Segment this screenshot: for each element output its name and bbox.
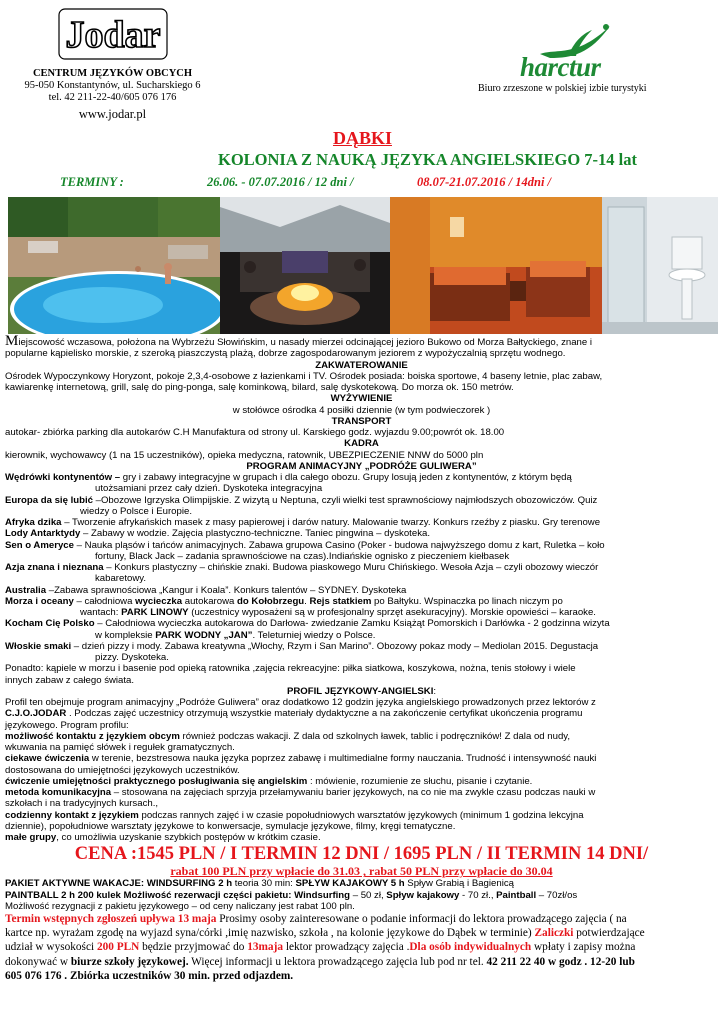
- closing-text: lektor prowadzący zajęcia .: [283, 941, 410, 954]
- terms-label: TERMINY :: [60, 175, 124, 189]
- kadra-heading: KADRA: [344, 438, 379, 450]
- profil-text: , co umożliwia uzyskanie szybkich postępów w krótkim czasie.: [56, 832, 321, 843]
- program-item: [5, 495, 718, 506]
- program-item-bold: Rejs statkiem: [309, 595, 372, 607]
- program-item: [5, 618, 718, 629]
- program-item-text: wiedzy o Polsce i Europie.: [80, 505, 192, 517]
- program-item: [5, 517, 718, 528]
- profil-line: [5, 776, 718, 787]
- profil-bold: codzienny kontakt z językiem: [5, 809, 139, 821]
- jodar-logo: [58, 8, 168, 60]
- closing-text: kartce np. wyrażam zgodę na wyjazd syna/córki ,imię nazwisko, szkoła , na kolonie językowe do Dąbek w terminie): [5, 927, 535, 940]
- jodar-logo-text: Jodar: [65, 14, 161, 56]
- intro-paragraph: [5, 333, 718, 349]
- closing-line: [5, 955, 718, 969]
- closing-text: dokonywać w: [5, 955, 71, 968]
- program-item: [5, 472, 718, 483]
- extras-bold: Paintball: [496, 889, 537, 901]
- program-item-title: Afryka dzika: [5, 517, 62, 528]
- program-item-text: gry i zabawy integracyjne w grupach i dla całego obozu. Grupy losują jeden z kontynentów, z którym będą: [120, 472, 572, 483]
- program-item-title: Lody Antarktydy: [5, 528, 81, 540]
- bathroom-photo: [602, 197, 718, 334]
- program-item-text: fortuny, Black Jack – zadania sprawnościowe na czas).Indiańskie ognisko z pieczeniem kiełbasek: [95, 550, 510, 562]
- partner-note: Biuro zrzeszone w polskiej izbie turystyki: [478, 83, 647, 94]
- closing-text: będzie przyjmować do: [139, 941, 248, 954]
- profil-line: [5, 810, 718, 821]
- extras-text: – 50 zł,: [350, 889, 387, 901]
- extras-bold: SPŁYW KAJAKOWY 5 h: [295, 878, 405, 890]
- transport-heading: TRANSPORT: [331, 415, 392, 427]
- program-item-bold: do Kołobrzegu: [237, 595, 305, 607]
- zakwaterowanie-line: Ośrodek Wypoczynkowy Horyzont, pokoje 2,3,4-osobowe z łazienkami i TV. Ośrodek posiada: boiska sportowe, 4 baseny letnie, plac zabaw,: [5, 370, 603, 382]
- closing-bold: 42 211 22 40 w godz . 12-20 lub: [486, 955, 635, 968]
- ponadto-line: innych zabaw z całego świata.: [5, 674, 135, 686]
- program-heading: PROGRAM ANIMACYJNY „PODRÓŻE GULIWERA”: [246, 460, 477, 472]
- closing-red: 200 PLN: [96, 941, 140, 954]
- program-item: [5, 641, 718, 652]
- profil-line: [5, 832, 718, 843]
- profil-line: dostosowana do umiejętności językowych uczestników.: [5, 764, 240, 776]
- center-address: 95-050 Konstantynów, ul. Sucharskiego 6: [24, 80, 201, 91]
- profil-line: językowego. Program profilu:: [5, 719, 129, 731]
- program-item-text: – Nauka pląsów i tańców animacyjnych. Zabawa grupowa Casino (Poker - budowa najwyższego domu z kart, Ruletka – koło: [73, 539, 605, 551]
- program-item-text: (uczestnicy wyposażeni są w profesjonalny sprzęt asekuracyjny). Morskie opowieści – karaoke.: [188, 607, 596, 618]
- wyzywienie-heading: WYŻYWIENIE: [330, 393, 393, 405]
- extras-text: teoria 30 min:: [232, 878, 296, 890]
- program-item-text: wantach:: [80, 607, 122, 618]
- closing-line: 605 076 176 . Zbiórka uczestników 30 min. przed odjazdem.: [5, 969, 294, 982]
- profil-bold: ciekawe ćwiczenia: [5, 753, 90, 765]
- program-item-text: autokarowa: [182, 595, 238, 607]
- closing-text: udział w wysokości: [5, 941, 97, 954]
- campfire-photo: [220, 197, 390, 334]
- extras-line: [5, 878, 718, 889]
- extras-bold: Spływ kajakowy: [386, 889, 460, 901]
- program-item-text: – dzień pizzy i mody. Zabawa kreatywna „Włochy, Rzym i San Marino”. Obozowy pokaz mody – Mediolan 2015. Degustacja: [71, 640, 599, 652]
- term-1: 26.06. - 07.07.2016 / 12 dni /: [207, 175, 354, 189]
- program-item: [5, 540, 718, 551]
- profil-heading-text: PROFIL JĘZYKOWY-ANGIELSKI: [286, 685, 434, 697]
- intro-initial: M: [5, 333, 19, 349]
- zakwaterowanie-heading: ZAKWATEROWANIE: [315, 359, 408, 371]
- intro-line: popularne kąpielisko morskie, z szeroką piaszczystą plażą, dobrze zagospodarowanym jeziorem z wypożyczalnią sprzętu wodnego.: [5, 348, 566, 360]
- program-item-bold: wycieczka: [135, 595, 183, 607]
- profil-line: wkuwania na pamięć słówek i regułek gramatycznych.: [5, 742, 235, 753]
- extras-text: Spływ Grabią i Bagienicą: [404, 878, 514, 890]
- zakwaterowanie-line: kawiarenkę internetową, grill, salę do ping-ponga, salę kominkową, bilard, salę dyskotekową. Do morza ok. 150 metrów.: [5, 382, 514, 393]
- profil-text: również podczas wakacji. Z dala od szkolnych ławek, tablic i podręczników! Z dala od nudy,: [179, 730, 571, 742]
- program-item-text: – Całodniowa wycieczka autokarowa do Darłowa- zwiedzanie Zamku Książąt Pomorskich i Darłówka - 2 godzinna wizyta: [94, 618, 610, 630]
- closing-text: wpłaty i zapisy można: [531, 941, 636, 954]
- wyzywienie-line: w stołówce ośrodka 4 posiłki dziennie (w tym podwieczorek ): [232, 404, 491, 416]
- profil-bold: metoda komunikacyjna: [5, 787, 112, 798]
- program-item-title: Morza i oceany: [5, 595, 74, 607]
- closing-bold: biurze szkoły językowej.: [70, 955, 189, 968]
- program-item-text: po Bałtyku. Wspinaczka po linach niczym po: [371, 595, 563, 607]
- page-body: [5, 333, 718, 983]
- closing-red: 13maja: [247, 941, 283, 954]
- profil-bold: małe grupy: [5, 832, 57, 843]
- profil-line: [5, 787, 718, 798]
- profil-line: szkołach i na tradycyjnych kursach.,: [5, 798, 159, 810]
- program-item: [5, 562, 718, 573]
- closing-line: [5, 940, 718, 954]
- program-item-text: kabaretowy.: [95, 573, 147, 585]
- center-name: CENTRUM JĘZYKÓW OBCYCH: [32, 68, 193, 79]
- program-item-title: Azja znana i nieznana: [5, 562, 104, 573]
- program-item-title: Sen o Ameryce: [5, 539, 74, 551]
- program-item-text: . Teleturniej wiedzy o Polsce.: [252, 629, 376, 641]
- profil-heading-suffix: :: [433, 685, 437, 697]
- program-item-title: Europa da się lubić: [5, 494, 93, 506]
- program-item-bold: PARK LINOWY: [121, 607, 189, 618]
- pool-photo: [8, 197, 220, 334]
- profil-text: . Podczas zajęć uczestnicy otrzymują wszystkie materiały dydaktyczne a na zakończenie certyfikat ukończenia programu: [66, 708, 583, 720]
- profil-bold: ćwiczenie umiejętności praktycznego posługiwania się angielskim: [5, 775, 308, 787]
- bedroom-photo: [390, 197, 602, 334]
- ponadto-line: Ponadto: kąpiele w morzu i basenie pod opieką ratownika ,zajęcia rekreacyjne: piłka siatkowa, koszykowa, nożna, tenis stołowy i wiele: [5, 663, 576, 675]
- program-item: [5, 585, 718, 596]
- closing-text: Więcej informacji u lektora prowadzącego zajęcia lub pod nr tel.: [188, 955, 487, 968]
- page-title: DĄBKI: [332, 128, 392, 148]
- harctur-logo: harctur: [520, 52, 601, 82]
- closing-red: Zaliczki: [534, 927, 574, 940]
- program-item-text: –Obozowe Igrzyska Olimpijskie. Z wizytą u Neptuna, czyli wielki test sprawnościowy najmłodszych obozowiczów. Quiz: [92, 494, 598, 506]
- closing-text: Prosimy osoby zainteresowane o podanie informacji do lektora prowadzącego zajęcia ( na: [216, 913, 627, 925]
- program-item: [5, 528, 718, 539]
- profil-line: [5, 731, 718, 742]
- page-subtitle: KOLONIA Z NAUKĄ JĘZYKA ANGIELSKIEGO 7-14 lat: [218, 150, 637, 169]
- kadra-line: kierownik, wychowawcy (1 na 15 uczestników), opieka medyczna, ratownik, UBEZPIECZENIE NNW do 5000 pln: [5, 449, 484, 461]
- profil-text: podczas rannych zajęć i w czasie popołudniowych warsztatów językowych (minimum 1 godzina lekcyjna: [138, 809, 584, 821]
- profil-heading: [5, 686, 718, 697]
- closing-line: [5, 926, 718, 940]
- extras-line: [5, 890, 718, 901]
- program-item-text: utożsamiani przez cały dzień. Dyskoteka integracyjna: [95, 483, 323, 495]
- profil-line: [5, 753, 718, 764]
- profil-text: w terenie, bezstresowa nauka języka poprzez zabawę i multimedialne formy nauczania. Trudność i intensywność nauki: [89, 753, 597, 765]
- program-item-text: –Zabawa sprawnościowa „Kangur i Koala”. Konkurs talentów – SYDNEY. Dyskoteka: [46, 584, 407, 596]
- profil-text: : mówienie, rozumienie ze słuchu, pisanie i czytanie.: [307, 775, 533, 787]
- extras-text: – 70zł/os: [536, 889, 578, 901]
- program-item-text: – Zabawy w wodzie. Zajęcia plastyczno-techniczne. Taniec pingwina – dyskoteka.: [80, 528, 430, 540]
- program-item-line: [5, 607, 718, 618]
- center-phone: tel. 42 211-22-40/605 076 176: [48, 92, 177, 103]
- closing-text: potwierdzające: [573, 927, 645, 940]
- extras-line: Możliwość rezygnacji z pakietu językowego – od ceny naliczany jest rabat 100 pln.: [5, 900, 355, 912]
- program-item-bold: PARK WODNY „JAN”: [155, 629, 253, 641]
- closing-line: [5, 912, 718, 926]
- program-item-text: – Tworzenie afrykańskich masek z masy papierowej i darów natury. Malowanie twarzy. Konkurs rzeźby z piasku. Gry terenowe: [61, 517, 601, 528]
- program-item-text: w kompleksie: [95, 629, 156, 641]
- profil-text: – stosowana na zajęciach sprzyja przełamywaniu barier językowych, na co nie ma zwykle czasu podczas nauki w: [111, 787, 596, 798]
- program-item-line: [5, 630, 718, 641]
- price-line: CENA :1545 PLN / I TERMIN 12 DNI / 1695 PLN / II TERMIN 14 DNI/: [74, 844, 649, 865]
- program-item-title: Australia: [5, 584, 47, 596]
- discount-line: rabat 100 PLN przy wpłacie do 31.03 , rabat 50 PLN przy wpłacie do 30.04: [170, 864, 553, 879]
- profil-bold: możliwość kontaktu z językiem obcym: [5, 730, 180, 742]
- term-2: 08.07-21.07.2016 / 14dni /: [417, 175, 552, 189]
- profil-line: [5, 708, 718, 719]
- transport-line: autokar- zbiórka parking dla autokarów C.H Manufaktura od strony ul. Karskiego godz. wyjazdu 9.00;powrót ok. 18.00: [5, 427, 505, 438]
- closing-red: Termin wstępnych zgłoszeń upływa 13 maja: [5, 913, 217, 925]
- intro-line: iejscowość wczasowa, położona na Wybrzeżu Słowińskim, u nasady mierzei odcinającej jezioro Bukowo od Morza Bałtyckiego, znane i: [18, 337, 593, 348]
- extras-text: - 70 zł.,: [459, 889, 497, 901]
- program-item-text: .: [304, 595, 310, 607]
- center-website[interactable]: www.jodar.pl: [78, 107, 147, 121]
- program-item-text: – całodniowa: [73, 595, 136, 607]
- program-item-title: Kocham Cię Polsko: [5, 618, 95, 630]
- extras-bold: PAKIET AKTYWNE WAKACJE: WINDSURFING 2 h: [5, 878, 233, 890]
- program-item-title: Włoskie smaki: [5, 640, 72, 652]
- center-info: [0, 68, 225, 120]
- program-item: [5, 596, 718, 607]
- extras-bold: PAINTBALL 2 h 200 kulek Możliwość rezerwacji części pakietu: Windsurfing: [5, 889, 351, 901]
- program-item-text: – Konkurs plastyczny – chińskie znaki. Budowa piaskowego Muru Chińskiego. Wesoła Azja – czyli obozowy wieczór: [103, 562, 599, 573]
- closing-red: Dla osób indywidualnych: [409, 941, 532, 954]
- profil-line: dziennie), popołudniowe warsztaty językowe to konwersacje, symulacje językowe, filmy, kręgi tematyczne.: [5, 820, 456, 832]
- program-item-text: pizzy. Dyskoteka.: [95, 652, 169, 663]
- profil-line: Profil ten obejmuje program animacyjny „Podróże Guliwera” oraz dodatkowo 12 godzin języka angielskiego prowadzonych przez lektorów z: [5, 697, 596, 708]
- profil-bold: C.J.O.JODAR: [5, 708, 67, 720]
- program-item-title: Wędrówki kontynentów –: [5, 472, 121, 483]
- photo-strip: [8, 197, 718, 334]
